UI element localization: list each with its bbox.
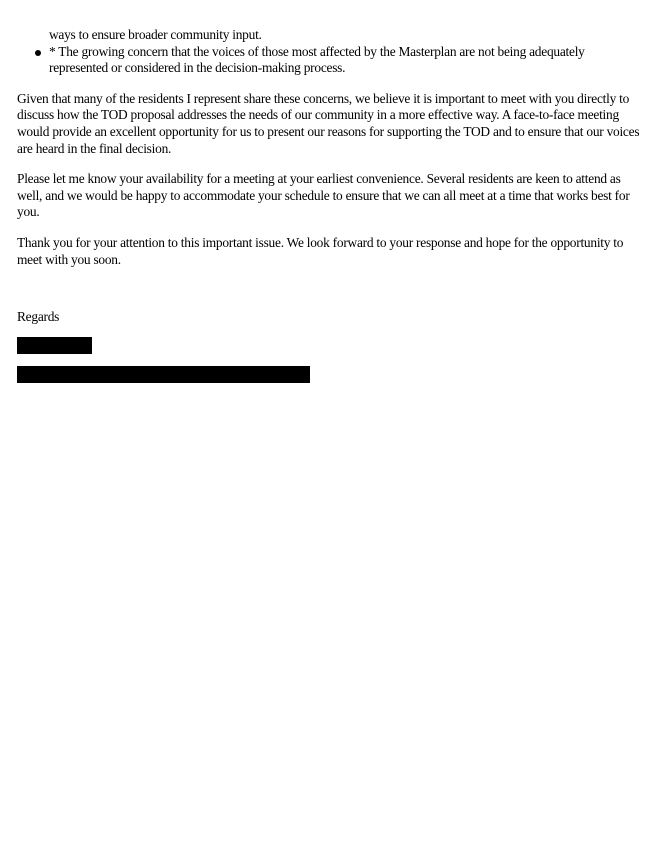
redacted-name-block (17, 337, 92, 354)
paragraph-thanks: Thank you for your attention to this important issue. We look forward to your response and hope for the opportunity to meet with you soon. (17, 234, 624, 267)
list-item: * The growing concern that the voices of those most affected by the Masterplan are not being adequately represented or considered in the decision-making process. (49, 44, 645, 77)
concerns-list (17, 27, 645, 77)
paragraph-meeting-request: Given that many of the residents I represent share these concerns, we believe it is important to meet with you directly to discuss how the TOD proposal addresses the needs of our community in a more effective way. A face-to-face meeting would provide an excellent opportunity for us to present our reasons for supporting the TOD and to ensure that our voices are heard in the final decision. (17, 90, 640, 156)
paragraph-availability: Please let me know your availability for a meeting at your earliest convenience. Several residents are keen to attend as well, and we would be happy to accommodate your schedule to ensure that we can all meet at a time that works best for you. (17, 171, 630, 220)
letter-body (17, 27, 645, 383)
closing-salutation: Regards (17, 309, 60, 325)
list-item-continuation: ways to ensure broader community input. (49, 27, 262, 42)
redacted-title-block (17, 366, 310, 383)
